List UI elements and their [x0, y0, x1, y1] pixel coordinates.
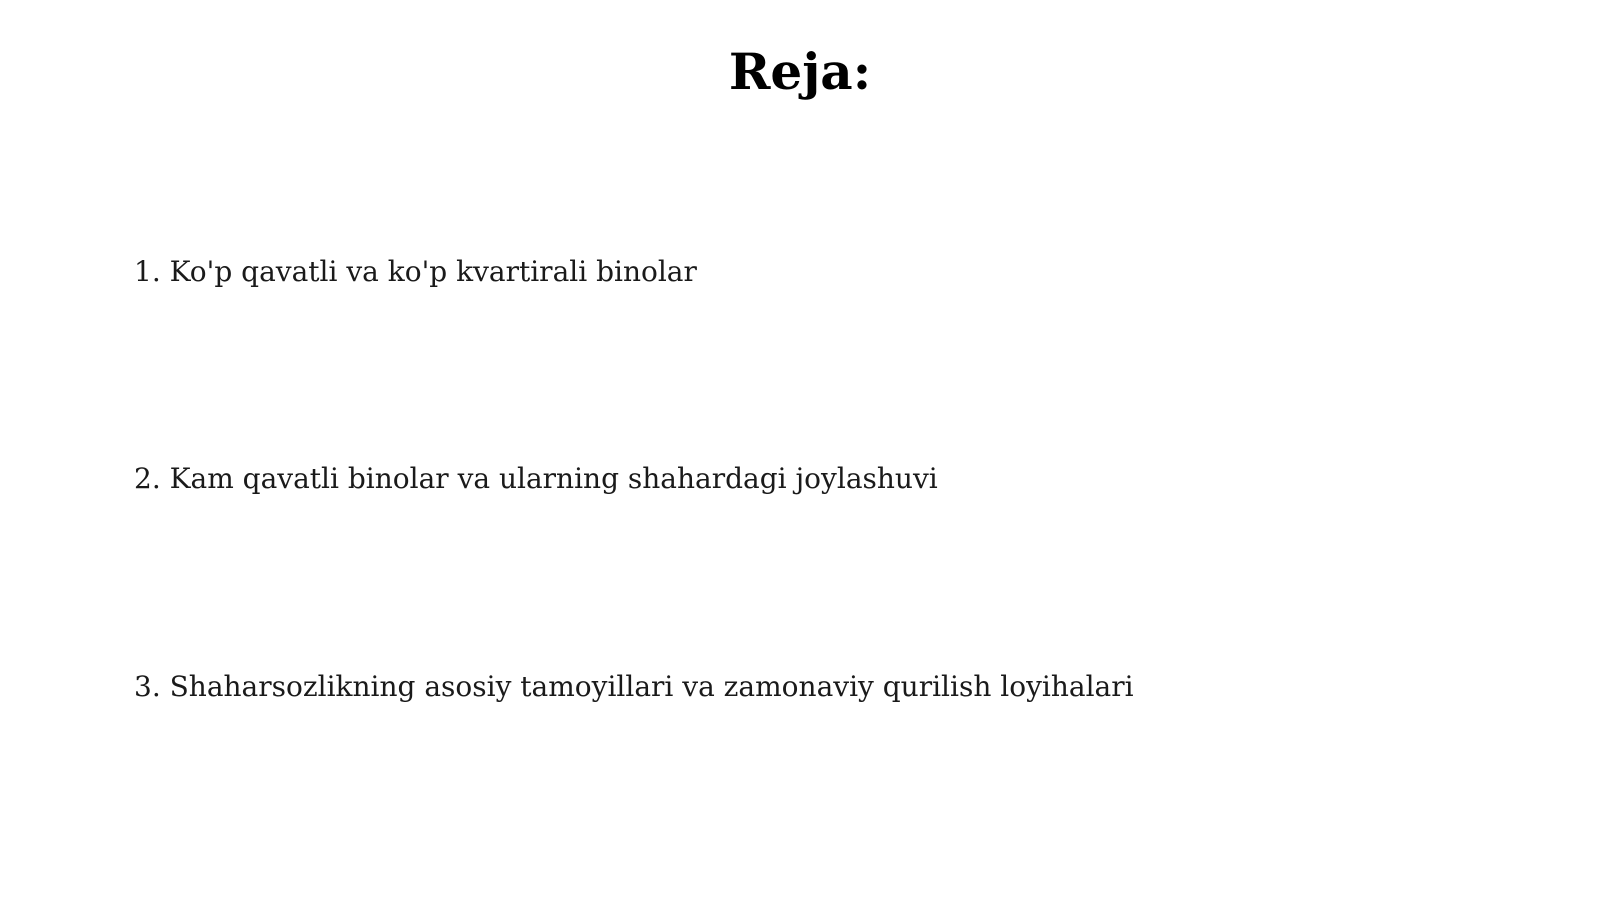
plan-item: 3. Shaharsozlikning asosiy tamoyillari va zamonaviy qurilish loyihalari: [134, 670, 1134, 703]
plan-item: 2. Kam qavatli binolar va ularning shahardagi joylashuvi: [134, 462, 938, 495]
plan-item: 1. Ko'p qavatli va ko'p kvartirali binolar: [134, 255, 697, 288]
slide-title: Reja:: [728, 42, 872, 101]
